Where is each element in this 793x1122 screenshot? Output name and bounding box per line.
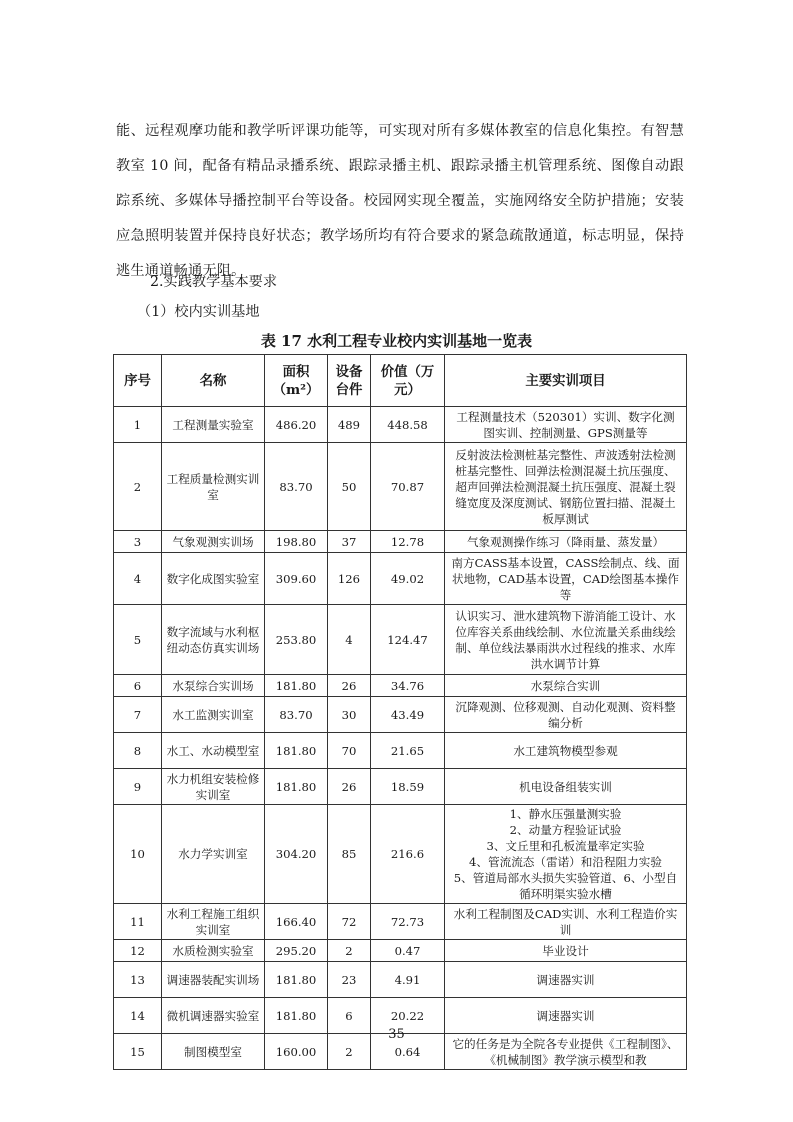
- training-base-table: [113, 354, 687, 1070]
- table-row: [114, 805, 687, 904]
- row-projects: 气象观测操作练习（降雨量、蒸发量）: [445, 531, 687, 553]
- row-equipment: 37: [328, 531, 371, 553]
- row-area: 181.80: [265, 675, 328, 697]
- row-area: 253.80: [265, 605, 328, 675]
- row-area: 295.20: [265, 940, 328, 962]
- row-area: 198.80: [265, 531, 328, 553]
- header-projects: 主要实训项目: [445, 355, 687, 407]
- row-name: 数字化成图实验室: [162, 553, 265, 605]
- body-paragraph: 能、远程观摩功能和教学听评课功能等，可实现对所有多媒体教室的信息化集控。有智慧教室 10 间，配备有精品录播系统、跟踪录播主机、跟踪录播主机管理系统、图像自动跟踪系统、多媒体导播控制平台等设备。校园网实现全覆盖，实施网络安全防护措施；安装应急照明装置并保持良好状态；教学场所均有符合要求的紧急疏散通道，标志明显，保持逃生通道畅通无阻。: [116, 123, 684, 279]
- row-equipment: 2: [328, 940, 371, 962]
- row-equipment: 50: [328, 443, 371, 531]
- row-no: 7: [114, 697, 162, 733]
- row-name: 水利工程施工组织实训室: [162, 904, 265, 940]
- row-projects: 南方CASS基本设置，CASS绘制点、线、面状地物，CAD基本设置，CAD绘图基本操作等: [445, 553, 687, 605]
- row-projects: 认识实习、泄水建筑物下游消能工设计、水位库容关系曲线绘制、水位流量关系曲线绘制、单位线法暴雨洪水过程线的推求、水库洪水调节计算: [445, 605, 687, 675]
- table-row: [114, 904, 687, 940]
- row-area: 83.70: [265, 443, 328, 531]
- row-no: 11: [114, 904, 162, 940]
- row-equipment: 23: [328, 962, 371, 998]
- row-name: 水力学实训室: [162, 805, 265, 904]
- row-no: 12: [114, 940, 162, 962]
- row-projects: 调速器实训: [445, 998, 687, 1034]
- row-area: 181.80: [265, 733, 328, 769]
- table-body: [114, 407, 687, 1070]
- row-name: 微机调速器实验室: [162, 998, 265, 1034]
- row-value: 124.47: [371, 605, 445, 675]
- row-no: 13: [114, 962, 162, 998]
- row-value: 70.87: [371, 443, 445, 531]
- table-row: [114, 769, 687, 805]
- row-projects: 沉降观测、位移观测、自动化观测、资料整编分析: [445, 697, 687, 733]
- row-projects: 1、静水压强量测实验 2、动量方程验证试验 3、文丘里和孔板流量率定实验 4、管流流态（雷诺）和沿程阻力实验 5、管道局部水头损失实验管道、6、小型自循环明渠实验水槽: [445, 805, 687, 904]
- row-name: 水质检测实验室: [162, 940, 265, 962]
- row-value: 18.59: [371, 769, 445, 805]
- row-area: 304.20: [265, 805, 328, 904]
- row-projects: 水泵综合实训: [445, 675, 687, 697]
- row-value: 448.58: [371, 407, 445, 443]
- row-equipment: 30: [328, 697, 371, 733]
- row-equipment: 85: [328, 805, 371, 904]
- row-projects: 毕业设计: [445, 940, 687, 962]
- header-area: 面积（m²）: [265, 355, 328, 407]
- row-no: 5: [114, 605, 162, 675]
- row-projects: 机电设备组装实训: [445, 769, 687, 805]
- row-area: 181.80: [265, 998, 328, 1034]
- header-equipment: 设备台件: [328, 355, 371, 407]
- row-equipment: 4: [328, 605, 371, 675]
- section-heading-practice-teaching: 2.实践教学基本要求: [150, 274, 278, 290]
- header-value: 价值（万元）: [371, 355, 445, 407]
- row-name: 水工监测实训室: [162, 697, 265, 733]
- table-row: [114, 962, 687, 998]
- row-projects: 水利工程制图及CAD实训、水利工程造价实训: [445, 904, 687, 940]
- row-no: 1: [114, 407, 162, 443]
- page-number: 35: [388, 1027, 405, 1042]
- row-equipment: 70: [328, 733, 371, 769]
- row-value: 20.22: [371, 998, 445, 1034]
- row-no: 14: [114, 998, 162, 1034]
- row-area: 83.70: [265, 697, 328, 733]
- row-name: 水工、水动模型室: [162, 733, 265, 769]
- row-equipment: 26: [328, 769, 371, 805]
- row-projects: 工程测量技术（520301）实训、数字化测图实训、控制测量、GPS测量等: [445, 407, 687, 443]
- subsection-heading-oncampus-base: （1）校内实训基地: [137, 304, 260, 320]
- row-value: 21.65: [371, 733, 445, 769]
- row-value: 72.73: [371, 904, 445, 940]
- row-name: 工程测量实验室: [162, 407, 265, 443]
- row-name: 水泵综合实训场: [162, 675, 265, 697]
- row-name: 制图模型室: [162, 1034, 265, 1070]
- table-row: [114, 443, 687, 531]
- row-value: 49.02: [371, 553, 445, 605]
- row-name: 水力机组安装检修实训室: [162, 769, 265, 805]
- header-name: 名称: [162, 355, 265, 407]
- row-value: 4.91: [371, 962, 445, 998]
- row-area: 160.00: [265, 1034, 328, 1070]
- table-row: [114, 407, 687, 443]
- row-no: 2: [114, 443, 162, 531]
- table-row: [114, 553, 687, 605]
- row-area: 486.20: [265, 407, 328, 443]
- row-no: 10: [114, 805, 162, 904]
- table-row: [114, 733, 687, 769]
- row-value: 34.76: [371, 675, 445, 697]
- row-name: 数字流域与水利枢纽动态仿真实训场: [162, 605, 265, 675]
- row-area: 181.80: [265, 769, 328, 805]
- row-equipment: 6: [328, 998, 371, 1034]
- row-equipment: 2: [328, 1034, 371, 1070]
- row-no: 4: [114, 553, 162, 605]
- row-name: 气象观测实训场: [162, 531, 265, 553]
- row-no: 8: [114, 733, 162, 769]
- row-area: 309.60: [265, 553, 328, 605]
- row-no: 3: [114, 531, 162, 553]
- table-caption: 表 17 水利工程专业校内实训基地一览表: [260, 332, 533, 350]
- row-equipment: 489: [328, 407, 371, 443]
- row-equipment: 126: [328, 553, 371, 605]
- row-value: 216.6: [371, 805, 445, 904]
- row-name: 工程质量检测实训室: [162, 443, 265, 531]
- row-value: 0.64: [371, 1034, 445, 1070]
- row-equipment: 72: [328, 904, 371, 940]
- row-name: 调速器装配实训场: [162, 962, 265, 998]
- table-row: [114, 940, 687, 962]
- row-projects: 调速器实训: [445, 962, 687, 998]
- row-no: 6: [114, 675, 162, 697]
- table-header-row: [114, 355, 687, 407]
- row-area: 166.40: [265, 904, 328, 940]
- row-value: 0.47: [371, 940, 445, 962]
- row-no: 15: [114, 1034, 162, 1070]
- row-area: 181.80: [265, 962, 328, 998]
- table-row: [114, 697, 687, 733]
- row-value: 43.49: [371, 697, 445, 733]
- row-projects: 它的任务是为全院各专业提供《工程制图》、《机械制图》教学演示模型和教: [445, 1034, 687, 1070]
- header-no: 序号: [114, 355, 162, 407]
- row-equipment: 26: [328, 675, 371, 697]
- row-projects: 反射波法检测桩基完整性、声波透射法检测桩基完整性、回弹法检测混凝土抗压强度、超声回弹法检测混凝土抗压强度、混凝土裂缝宽度及深度测试、钢筋位置扫描、混凝土板厚测试: [445, 443, 687, 531]
- row-value: 12.78: [371, 531, 445, 553]
- table-row: [114, 531, 687, 553]
- row-projects: 水工建筑物模型参观: [445, 733, 687, 769]
- table-row: [114, 605, 687, 675]
- row-no: 9: [114, 769, 162, 805]
- table-row: [114, 675, 687, 697]
